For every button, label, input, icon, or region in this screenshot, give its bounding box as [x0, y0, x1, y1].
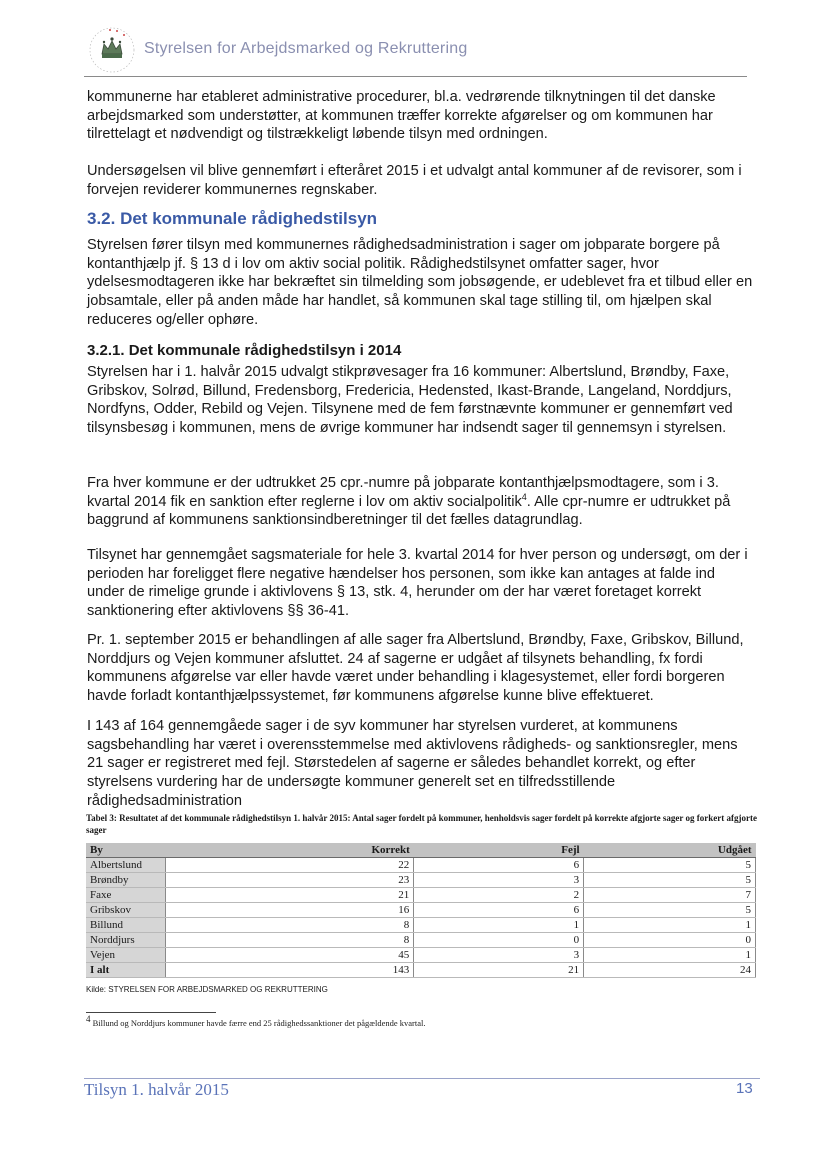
paragraph-procedures: kommunerne har etableret administrative procedurer, bl.a. vedrørende tilknytningen til det danske arbejdsmarked som understøtter, at kommunen træffer korrekte afgørelser og om kommunen har tilrettelagt et nødvendigt og tilstrækkeligt løbende tilsyn med ordningen.: [87, 89, 716, 143]
cell-udgaaet: 5: [584, 903, 756, 918]
header-divider: [84, 76, 747, 77]
cell-municipality: Faxe: [86, 888, 166, 903]
table-caption: Tabel 3: Resultatet af det kommunale rådighedstilsyn 1. halvår 2015: Antal sager fordelt på kommuner, henholdsvis sager fordelt på korrekte afgjorte sager og forkert afgjorte sager: [86, 813, 757, 835]
page-header: [84, 22, 744, 74]
cell-udgaaet: 5: [584, 873, 756, 888]
cell-municipality: Brøndby: [86, 873, 166, 888]
table-row: [86, 933, 756, 948]
results-table: [86, 843, 756, 978]
table-row: [86, 903, 756, 918]
cell-udgaaet: 5: [584, 858, 756, 873]
table-source: Kilde: STYRELSEN FOR ARBEJDSMARKED OG REKRUTTERING: [86, 985, 328, 994]
cell-fejl: 6: [414, 858, 584, 873]
table-row: [86, 873, 756, 888]
column-header-udgaaet: Udgået: [584, 843, 756, 858]
cell-total-udgaaet: 24: [584, 963, 756, 978]
footer-title: Tilsyn 1. halvår 2015: [84, 1080, 229, 1099]
cell-municipality: Vejen: [86, 948, 166, 963]
cell-korrekt: 23: [166, 873, 414, 888]
cell-total-label: I alt: [86, 963, 166, 978]
paragraph-case-material: Tilsynet har gennemgået sagsmateriale for hele 3. kvartal 2014 for hver person og undersøgt, om der i perioden har foreligget flere negative hændelser hos personen, som ikke kan antages at falde ind under de rimelige grunde i aktivlovens § 13, stk. 4, herunder om der har været foretaget korrekt sanktionering efter aktivlovens §§ 36-41.: [87, 547, 748, 620]
agency-name: Styrelsen for Arbejdsmarked og Rekruttering: [144, 40, 468, 57]
page-number: 13: [736, 1080, 753, 1097]
cell-korrekt: 45: [166, 948, 414, 963]
column-header-korrekt: Korrekt: [166, 843, 414, 858]
table-row: [86, 888, 756, 903]
cell-fejl: 6: [414, 903, 584, 918]
cell-udgaaet: 1: [584, 948, 756, 963]
cell-municipality: Billund: [86, 918, 166, 933]
footnote-number: 4: [86, 1014, 91, 1025]
cell-fejl: 1: [414, 918, 584, 933]
paragraph-sample-cases: Styrelsen har i 1. halvår 2015 udvalgt stikprøvesager fra 16 kommuner: Albertslund, Brøndby, Faxe, Gribskov, Solrød, Billund, Fredensborg, Fredericia, Hedensted, Ikast-Brande, Langeland, Norddjurs, Nordfyns, Odder, Rebild og Vejen. Tilsynene med de fem førstnævnte kommuner er gennemført ved tilsynsbesøg i kommunen, mens de øvrige kommuner har indsendt sager til gennemsyn i styrelsen.: [87, 364, 733, 437]
paragraph-investigation: Undersøgelsen vil blive gennemført i efteråret 2015 i et udvalgt antal kommuner af de revisorer, som i forvejen reviderer kommunernes regnskaber.: [87, 163, 742, 198]
footnote-divider: [86, 1012, 216, 1013]
footnote: $^4$ Billund og Norddjurs kommuner havde færre end 25 rådighedssanktioner det pågældende kvartal.: [86, 1014, 426, 1028]
subsection-heading-3-2-1: 3.2.1. Det kommunale rådighedstilsyn i 2014: [87, 342, 402, 359]
cell-fejl: 3: [414, 948, 584, 963]
cell-municipality: Gribskov: [86, 903, 166, 918]
footer-divider: [84, 1078, 760, 1079]
cell-total-korrekt: 143: [166, 963, 414, 978]
table-row: [86, 918, 756, 933]
cell-korrekt: 16: [166, 903, 414, 918]
cell-udgaaet: 1: [584, 918, 756, 933]
table-row: [86, 858, 756, 873]
cell-fejl: 3: [414, 873, 584, 888]
paragraph-processing-status: Pr. 1. september 2015 er behandlingen af alle sager fra Albertslund, Brøndby, Faxe, Gribskov, Billund, Norddjurs og Vejen kommuner afsluttet. 24 af sagerne er udgået af tilsynets behandling, fx fordi kommunens afgørelse var eller havde været under behandling i klagesystemet, eller fordi borgeren havde forladt kontanthjælpssystemet, før kommunens afgørelse kunne blive effektueret.: [87, 632, 744, 705]
paragraph-assessment: I 143 af 164 gennemgåede sager i de syv kommuner har styrelsen vurderet, at kommunens sagsbehandling har været i overensstemmelse med aktivlovens rådigheds- og sanktionsregler, mens 21 sager er registreret med fejl. Størstedelen af sagerne er således behandlet korrekt, og efter styrelsens vurdering har de undersøgte kommuner generelt set en tilfredsstillende rådighedsadministration: [87, 718, 738, 809]
cell-udgaaet: 7: [584, 888, 756, 903]
section-heading-3-2: 3.2. Det kommunale rådighedstilsyn: [87, 209, 378, 228]
table-header-row: [86, 843, 756, 858]
cell-korrekt: 21: [166, 888, 414, 903]
cell-fejl: 2: [414, 888, 584, 903]
cell-total-fejl: 21: [414, 963, 584, 978]
cell-municipality: Norddjurs: [86, 933, 166, 948]
cell-korrekt: 22: [166, 858, 414, 873]
paragraph-availability-supervision: Styrelsen fører tilsyn med kommunernes rådighedsadministration i sager om jobparate borgere på kontanthjælp jf. § 13 d i lov om aktiv social politik. Rådighedstilsynet omfatter sager, hvor ydelsesmodtageren ikke har bekræftet sin tilmelding som jobsøgende, er udeblevet fra et tilbud eller en jobsamtale, eller på anden måde har handlet, så kommunen skal tage stilling til, om hjælpen skal reduceres og/eller ophøre.: [87, 237, 753, 328]
cell-municipality: Albertslund: [86, 858, 166, 873]
column-header-by: By: [86, 843, 166, 858]
crown-seal-icon: [84, 22, 140, 78]
cell-fejl: 0: [414, 933, 584, 948]
footnote-ref: 4: [521, 491, 527, 502]
table-total-row: [86, 963, 756, 978]
paragraph-cpr-numbers: Fra hver kommune er der udtrukket 25 cpr.-numre på jobparate kontanthjælpsmodtagere, som i 3. kvartal 2014 fik en sanktion efter reglerne i lov om aktiv socialpolitik$^4$. Alle cpr-numre er udtrukket på baggrund af kommunens sanktionsindberetninger til det fælles datagrundlag.: [87, 475, 731, 529]
cell-korrekt: 8: [166, 933, 414, 948]
column-header-fejl: Fejl: [414, 843, 584, 858]
table-row: [86, 948, 756, 963]
cell-korrekt: 8: [166, 918, 414, 933]
cell-udgaaet: 0: [584, 933, 756, 948]
